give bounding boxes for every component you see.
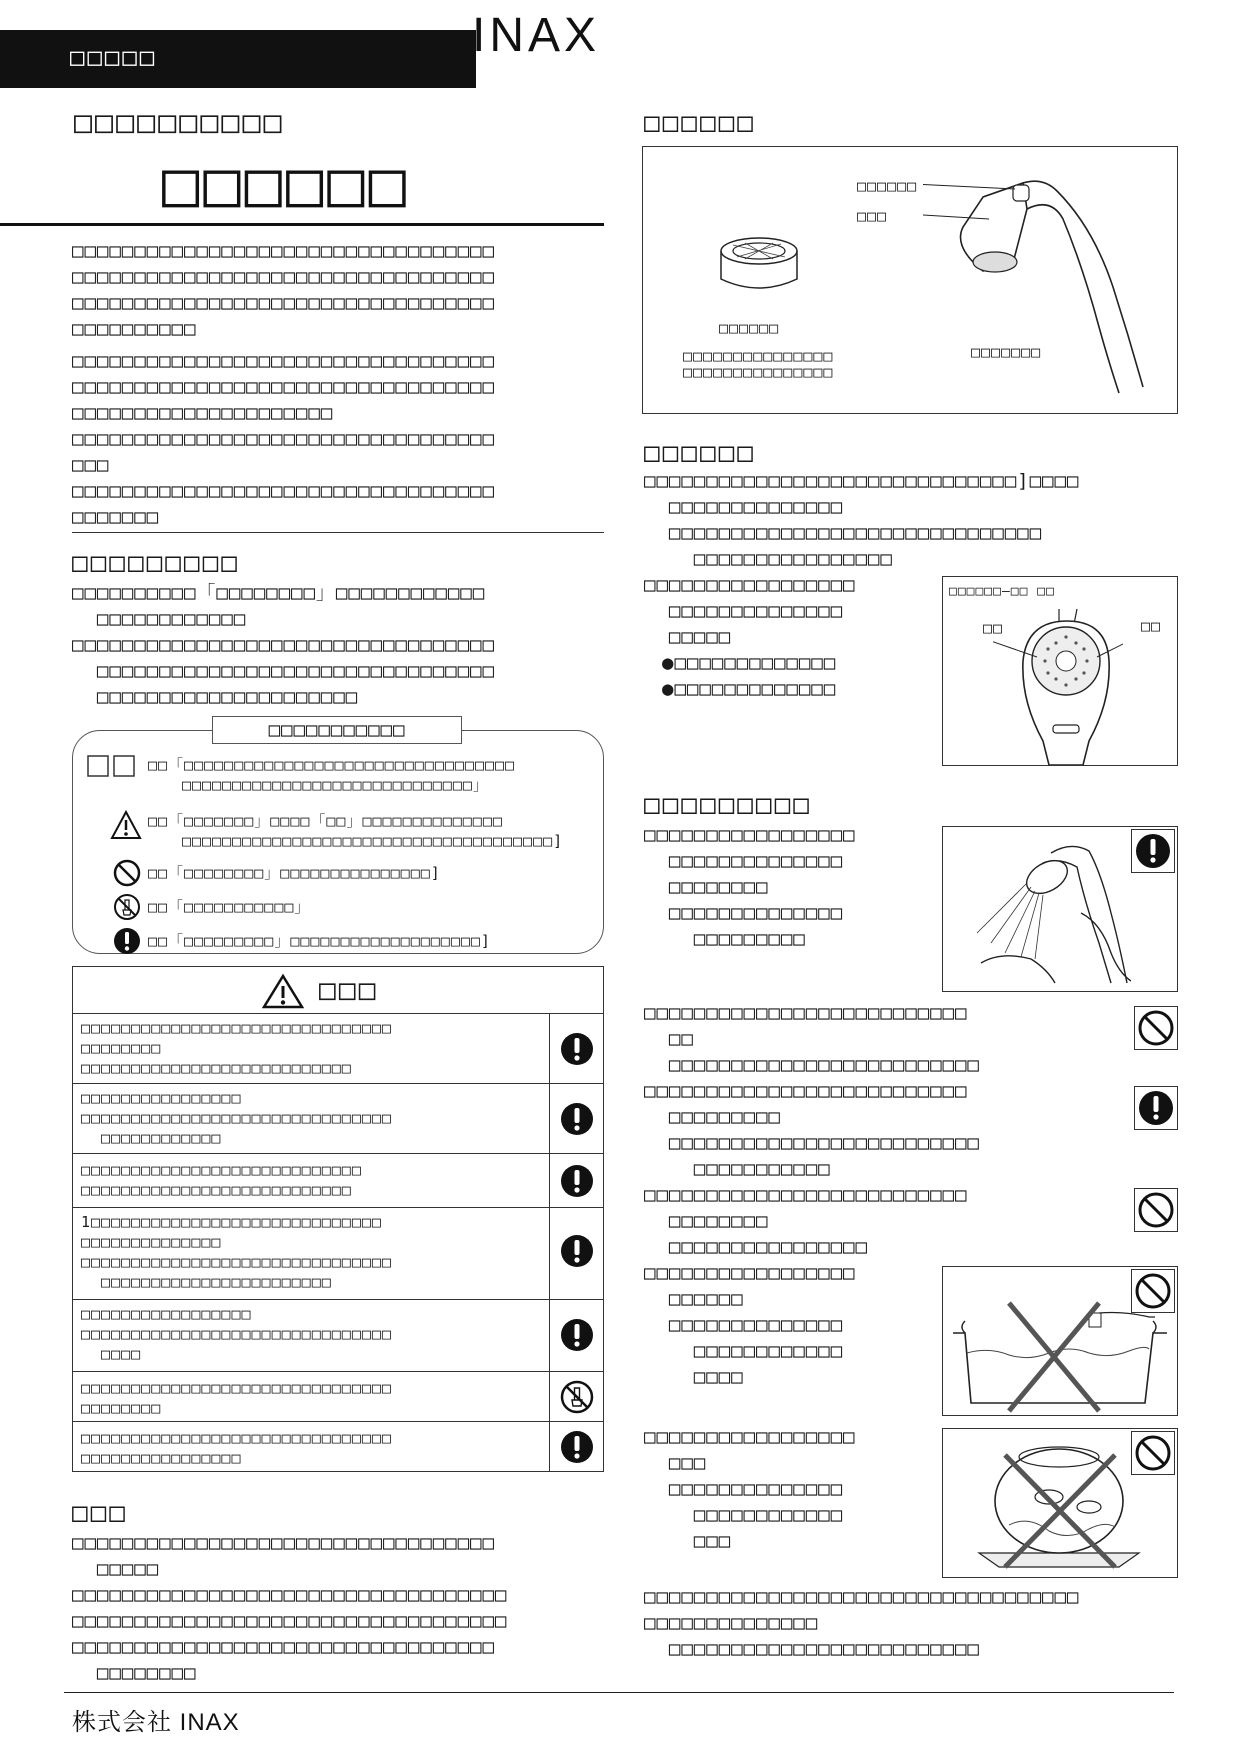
hand-spray-illustration xyxy=(951,833,1131,989)
parts-heading: □□□□□□ xyxy=(644,108,756,138)
warning-table-title: □□□ xyxy=(319,973,379,1006)
cautions-heading: □□□□□□□□□ xyxy=(644,790,812,820)
section-divider xyxy=(72,532,604,533)
cautions-block-1: □□□□□□□□□□□□□□□□□ □□□□□□□□□□□□□□ □□□□□□□□ □□□□□□□□□□□□□□ □□□□□□□□□ xyxy=(644,824,856,950)
prohibited-icon xyxy=(112,858,142,888)
diagram-label-right: □□ xyxy=(1141,617,1162,635)
warning-row: □□□□□□□□□□□□□□□□□ □□□□□□□□□□□□□□□□□□□□□□□□□□□□□□□ □□□□ xyxy=(81,1305,392,1363)
warning-row: □□□□□□□□□□□□□□□□ □□□□□□□□□□□□□□□□□□□□□□□□□□□□□□□ □□□□□□□□□□□□ xyxy=(81,1089,392,1147)
prohibited-icon xyxy=(1134,1006,1178,1050)
part-label-a: □□□□□□ xyxy=(857,177,918,195)
usage-side-paragraph: □□□□□□□□□□□□□□□□□ □□□□□□□□□□□□□□ □□□□□ ●□□□□□□□□□□□□□ ●□□□□□□□□□□□□□ xyxy=(644,574,856,700)
header-band-label: □□□□□ xyxy=(70,43,158,71)
notes-heading: □□□ xyxy=(72,1498,128,1528)
warning-row: 1□□□□□□□□□□□□□□□□□□□□□□□□□□□□□ □□□□□□□□□□□□□□ □□□□□□□□□□□□□□□□□□□□□□□□□□□□□□□ □□□□□□□□□□□□□□□□□□□□□□□ xyxy=(81,1213,392,1291)
hose-label: □□□□□□□ xyxy=(971,343,1042,361)
doc-title: □□□□□□ xyxy=(162,147,410,220)
warning-row: □□□□□□□□□□□□□□□□□□□□□□□□□□□□□□□ □□□□□□□□ □□□□□□□□□□□□□□□□□□□□□□□□□□□ xyxy=(81,1019,392,1077)
prohibited-icon xyxy=(1134,1188,1178,1232)
prohibited-icon xyxy=(1131,1431,1175,1475)
diagram-label-left: □□ xyxy=(983,619,1004,637)
shower-face-diagram xyxy=(942,576,1178,766)
filter-note: □□□□□□□□□□□□□□□ xyxy=(683,347,834,365)
prohibited-icon xyxy=(1131,1269,1175,1313)
cautions-final: □□□□□□□□□□□□□□□□□□□□□□□□□□□□□□□□□□□ □□□□□□□□□□□□□□ □□□□□□□□□□□□□□□□□□□□□□□□□ xyxy=(644,1586,1080,1660)
blank-squares-icon xyxy=(86,752,140,778)
warning-table xyxy=(72,966,604,1472)
filter-note-2: □□□□□□□□□□□□□□□ xyxy=(683,363,834,381)
no-disassemble-icon xyxy=(112,892,142,922)
part-label-b: □□□ xyxy=(857,207,888,225)
cautions-block-3: □□□□□□□□□□□□□□□□□ □□□□□□ □□□□□□□□□□□□□□ □□□□□□□□□□□□ □□□□ xyxy=(644,1262,856,1388)
mandatory-icon xyxy=(559,1317,595,1353)
parts-diagram xyxy=(642,146,1178,414)
usage-heading: □□□□□□ xyxy=(644,438,756,468)
filter-cartridge-illustration xyxy=(711,235,811,305)
legend-items: □□「□□□□□□□□□□□□□□□□□□□□□□□□□□□□□□□□□ □□□□□□□□□□□□□□□□□□□□□□□□□□□□□」 □□「□□□□□□□」□□□□「□□」□□□□□□□□□□□□□□ □□□□□□□□□□□□□□□□□□□□□□□□□□□□□□□□□□□□□] □□「□□□□□□□□」□□□□□□□□□□□□□□□] □□「□□□□□□□□□□□」 □□「□□□□□□□□□」□□□□□□□□□□□□□□□□□□□] xyxy=(86,752,596,960)
spray-test-illustration xyxy=(942,826,1178,992)
mandatory-icon xyxy=(112,926,142,956)
doc-subtitle: □□□□□□□□□□ xyxy=(74,105,285,140)
mandatory-icon xyxy=(559,1101,595,1137)
fishbowl-illustration xyxy=(942,1428,1178,1578)
mandatory-icon xyxy=(1134,1086,1178,1130)
usage-paragraph: □□□□□□□□□□□□□□□□□□□□□□□□□□□□□□]□□□□ □□□□□□□□□□□□□□ □□□□□□□□□□□□□□□□□□□□□□□□□□□□□□ □□□□□□□□□□□□□□□□ xyxy=(644,470,1080,570)
warning-triangle-icon xyxy=(261,973,305,1009)
warning-row: □□□□□□□□□□□□□□□□□□□□□□□□□□□□□□□ □□□□□□□□□□□□□□□□ xyxy=(81,1429,392,1467)
warning-triangle-icon xyxy=(110,810,142,840)
mandatory-icon xyxy=(1131,829,1175,873)
mandatory-icon xyxy=(559,1233,595,1269)
shower-face-illustration xyxy=(993,601,1123,765)
intro-paragraph: □□□□□□□□□□□□□□□□□□□□□□□□□□□□□□□□□□ □□□□□□□□□□□□□□□□□□□□□□□□□□□□□□□□□□ □□□□□□□□□□□□□□□□□□□□□□□□□□□□□□□□□□ □□□□□□□□□□ xyxy=(72,240,495,340)
no-disassemble-icon xyxy=(559,1379,595,1415)
footer-company: 株式会社 INAX xyxy=(72,1709,240,1736)
mandatory-icon xyxy=(559,1429,595,1465)
mandatory-icon xyxy=(559,1031,595,1067)
mandatory-icon xyxy=(559,1163,595,1199)
notes-paragraph: □□□□□□□□□□□□□□□□□□□□□□□□□□□□□□□□□□ □□□□□ □□□□□□□□□□□□□□□□□□□□□□□□□□□□□□□□□□□ □□□□□□□□□□□□□□□□□□□□□□□□□□□□□□□□□□□ □□□□□□□□□□□□□□□□□□□□□□□□□□□□□□□□□□ □□□□□□□□ xyxy=(72,1532,508,1684)
warning-table-header xyxy=(73,967,603,1013)
bathtub-illustration xyxy=(942,1266,1178,1416)
title-rule xyxy=(0,223,604,226)
shower-head-illustration xyxy=(923,167,1173,407)
filter-label: □□□□□□ xyxy=(719,319,780,337)
safety-paragraph: □□□□□□□□□□「□□□□□□□□」□□□□□□□□□□□□ □□□□□□□□□□□□ □□□□□□□□□□□□□□□□□□□□□□□□□□□□□□□□□□ □□□□□□□□□□□□□□□□□□□□□□□□□□□□□□□□ □□□□□□□□□□□□□□□□□□□□□ xyxy=(72,582,495,708)
warning-row: □□□□□□□□□□□□□□□□□□□□□□□□□□□□ □□□□□□□□□□□□□□□□□□□□□□□□□□□ xyxy=(81,1161,362,1199)
legend-title: □□□□□□□□□□□ xyxy=(212,716,462,744)
warning-row: □□□□□□□□□□□□□□□□□□□□□□□□□□□□□□□ □□□□□□□□ xyxy=(81,1379,392,1417)
intro-paragraph-2: □□□□□□□□□□□□□□□□□□□□□□□□□□□□□□□□□□ □□□□□□□□□□□□□□□□□□□□□□□□□□□□□□□□□□ □□□□□□□□□□□□□□□□□□□□□ □□□□□□□□□□□□□□□□□□□□□□□□□□□□□□□□□□ □□□ □□□□□□□□□□□□□□□□□□□□□□□□□□□□□□□□□□ □□□□□□□ xyxy=(72,350,495,528)
diagram-label-top: □□□□□□—□□ □□ xyxy=(949,584,1055,599)
brand-logo: INAX xyxy=(472,9,601,62)
footer-rule xyxy=(64,1692,1174,1693)
safety-heading: □□□□□□□□□ xyxy=(72,548,240,578)
cautions-block-4: □□□□□□□□□□□□□□□□□ □□□ □□□□□□□□□□□□□□ □□□□□□□□□□□□ □□□ xyxy=(644,1426,856,1552)
cautions-block-2: □□□□□□□□□□□□□□□□□□□□□□□□□□ □□ □□□□□□□□□□□□□□□□□□□□□□□□□ □□□□□□□□□□□□□□□□□□□□□□□□□□ □□□□□□□□□ □□□□□□□□□□□□□□□□□□□□□□□□□ □□□□□□□□□□□ □□□□□□□□□□□□□□□□□□□□□□□□□□ □□□□□□□□ □□□□□□□□□□□□□□□□ xyxy=(644,1002,980,1258)
